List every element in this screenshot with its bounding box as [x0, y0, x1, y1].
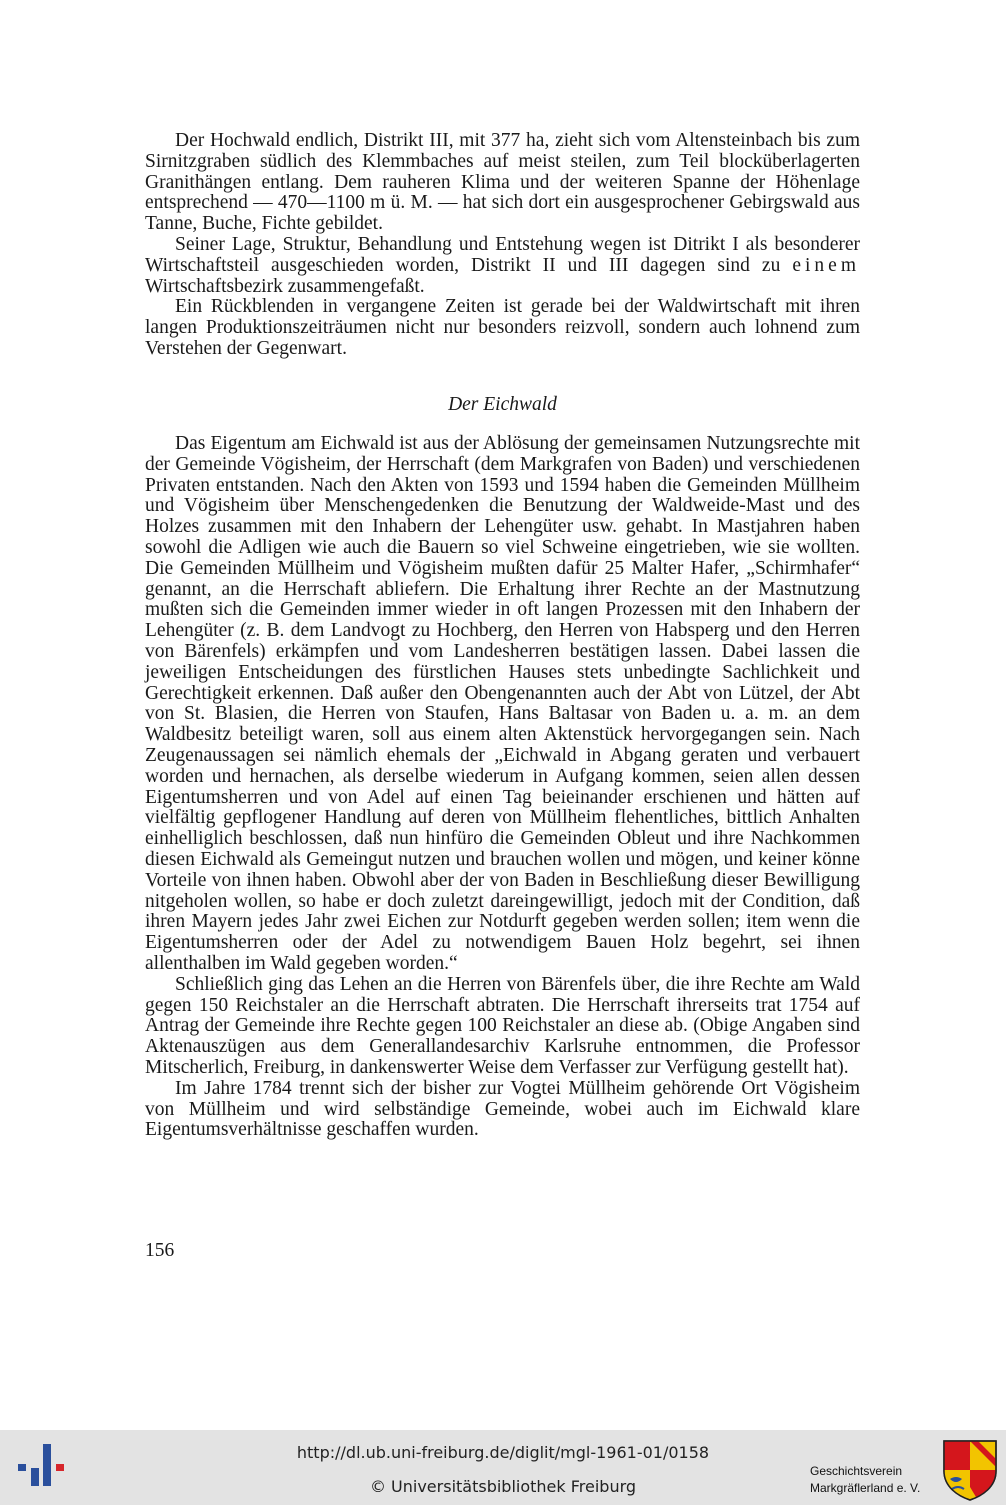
permalink-url[interactable]: http://dl.ub.uni-freiburg.de/diglit/mgl-1961-01/0158 — [296, 1443, 710, 1462]
coat-of-arms-icon[interactable] — [942, 1439, 998, 1501]
paragraph: Der Hochwald endlich, Distrikt III, mit 377 ha, zieht sich vom Altensteinbach bis zum Sirnitzgraben südlich des Klemmbaches auf meist steilen, zum Teil blocküberlagerten Granithängen entlang. Dem rauheren Klima und der weiteren Spanne der Höhenlage entsprechend — 470—1100 m ü. M. — hat sich dort ein ausgesprochener Gebirgswald aus Tanne, Buche, Fichte gebildet. — [145, 130, 860, 235]
main-text — [145, 434, 860, 1141]
paragraph: Seiner Lage, Struktur, Behandlung und Entstehung wegen ist Ditrikt I als besonderer Wirtschaftsteil ausgeschieden worden, Distrikt II und III dagegen sind zu einem Wirtschaftsbezirk zusammengefaßt. — [145, 233, 860, 297]
paragraph: Schließlich ging das Lehen an die Herren von Bärenfels über, die ihre Rechte am Wald gegen 150 Reichstaler an die Herrschaft abtraten. Die Herrschaft ihrerseits trat 1754 auf Antrag der Gemeinde ihre Rechte gegen 100 Reichstaler an diese ab. (Obige Angaben sind Aktenauszügen aus dem Generallandesarchiv Karlsruhe entnommen, die Professor Mitscherlich, Freiburg, in dankenswerter Weise dem Verfasser zur Verfügung gestellt hat). — [145, 973, 860, 1078]
society-name[interactable]: Geschichtsverein Markgräflerland e. V. — [810, 1464, 921, 1495]
paragraph: Ein Rückblenden in vergangene Zeiten ist gerade bei der Waldwirtschaft mit ihren langen Produktionszeiträumen nicht nur besonders reizvoll, sondern auch lohnend zum Verstehen der Gegenwart. — [145, 296, 860, 359]
footer-bar — [0, 1430, 1006, 1505]
section-heading: Der Eichwald — [448, 394, 557, 415]
page-number: 156 — [145, 1240, 175, 1261]
paragraph: Das Eigentum am Eichwald ist aus der Ablösung der gemeinsamen Nutzungsrechte mit der Gemeinde Vögisheim, der Herrschaft (dem Markgrafen von Baden) und verschiedenen Privaten entstanden. Nach den Akten von 1593 und 1594 haben die Gemeinden Müllheim und Vögisheim über Menschengedenken die Benutzung der Waldweide-Mast und des Holzes zusammen mit den Inhabern der Lehengüter usw. gehabt. In Mastjahren haben sowohl die Adligen wie auch die Bauern so viel Schweine eingetrieben, wie sie wollten. Die Gemeinden Müllheim und Vögisheim mußten dafür 25 Malter Hafer, „Schirmhafer“ genannt, an die Herrschaft abliefern. Die Erhaltung ihrer Rechte an der Mastnutzung mußten sich die Gemeinden immer wieder in oft langen Prozessen mit den Inhabern der Lehengüter (z. B. dem Landvogt zu Hochberg, den Herren von Habsperg und den Herren von Bärenfels) erkämpfen und vom Landesherren bestätigen lassen. Dabei lassen die jeweiligen Entscheidungen des fürstlichen Hauses stets unbedingte Sachlichkeit und Gerechtigkeit erkennen. Daß außer den Obengenannten auch der Abt von Lützel, der Abt von St. Blasien, die Herren von Staufen, Hans Baltasar von Baden u. a. m. an dem Waldbesitz beteiligt waren, soll aus einem alten Aktenstück hervorgegangen sein. Nach Zeugenaussagen sei nämlich ehemals der „Eichwald in Abgang geraten und verbauert worden und hernachen, als derselbe wiederum in Aufgang kommen, seien allen dessen Eigentumsherren und von Adel auf einen Tag beieinander erschienen und hätten auf vielfältig gepflogener Handlung auf deren von Müllheim flehentliches, bittlich Anhalten einhelliglich beschlossen, daß nun hinfüro die Gemeinden Obleut und ihre Nachkommen diesen Eichwald als Gemeingut nutzen und brauchen wollen und mögen, und keiner könne Vorteile von ihnen haben. Obwohl aber der von Baden in Beschließung dieser Bewilligung nitgeholen wollen, so habe er doch zuletzt dareingewilligt, jedoch mit der Condition, daß ihren Mayern jedes Jahr zwei Eichen zur Notdurft gegeben werden sollen; item wenn die Eigentumsherren oder der Adel zu notwendigem Bauen Holz begehrt, sei ihnen allenthalben im Wald gegeben worden.“ — [145, 433, 860, 974]
paragraph: Im Jahre 1784 trennt sich der bisher zur Vogtei Müllheim gehörende Ort Vögisheim von Müllheim und wird selbständige Gemeinde, wobei auch im Eichwald klare Eigentumsverhältnisse geschaffen wurden. — [145, 1077, 860, 1141]
emphasized-word: einem — [792, 254, 860, 276]
intro-text — [145, 131, 860, 360]
copyright-text: © Universitätsbibliothek Freiburg — [369, 1477, 637, 1496]
